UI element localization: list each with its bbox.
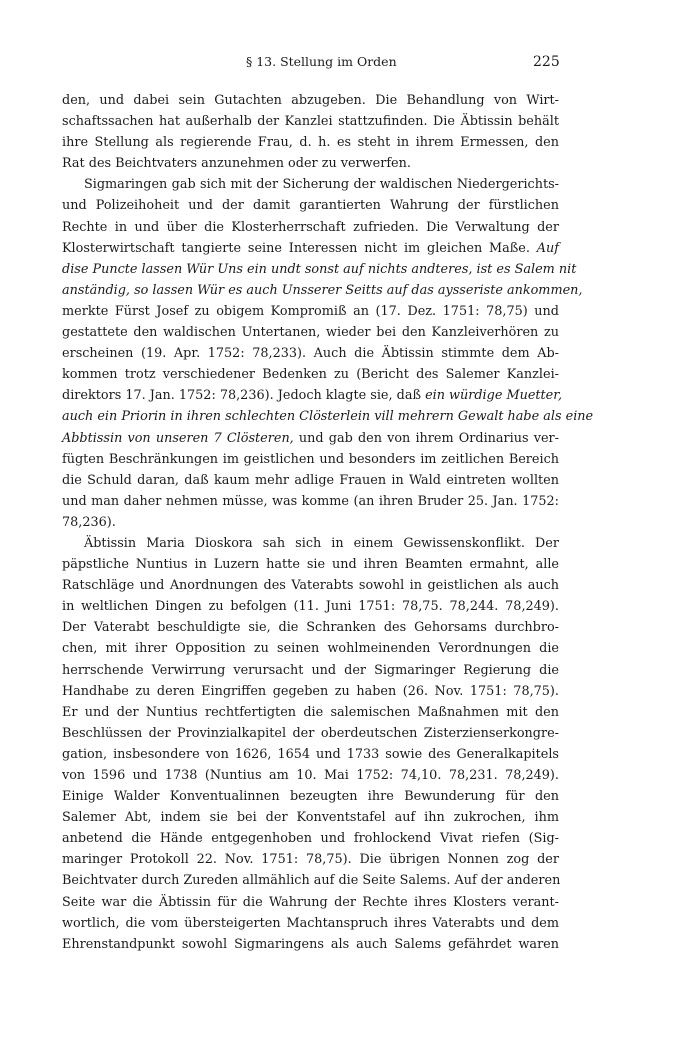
text-line: Ratschläge und Anordnungen des Vaterabts sowohl in geistlichen als auch [62,578,559,594]
text-segment: und gab den von ihrem Ordinarius ver- [293,430,559,446]
text-line: Einige Walder Konventualinnen bezeugten ihre Bewunderung für den [62,789,559,805]
text-line: Handhabe zu deren Eingriffen gegeben zu haben (26. Nov. 1751: 78,75). [62,683,559,699]
text-line: maringer Protokoll 22. Nov. 1751: 78,75). Die übrigen Nonnen zog der [62,852,559,868]
text-line: ihre Stellung als regierende Frau, d. h. es steht in ihrem Ermessen, den [62,135,559,151]
text-line [62,238,559,259]
italic-quote: Abbtissin von unseren 7 Clösteren, [62,430,294,446]
body-text [62,90,594,955]
text-line: Beichtvater durch Zureden allmählich auf die Seite Salems. Auf der anderen [62,873,561,889]
text-line: Ehrenstandpunkt sowohl Sigmaringens als auch Salems gefährdet waren [62,936,559,952]
text-segment: direktors 17. Jan. 1752: 78,236). Jedoch klagte sie, daß [62,388,426,404]
text-line: gation, insbesondere von 1626, 1654 und 1733 sowie des Generalkapitels [62,746,559,762]
italic-quote: anständig, so lassen Wür es auch Unsserer Seitts auf das aysseriste ankommen, [62,282,583,298]
text-line: Äbtissin Maria Dioskora sah sich in einem Gewissenskonflikt. Der [84,535,559,551]
text-line: Seite war die Äbtissin für die Wahrung der Rechte ihres Klosters verant- [62,894,559,910]
italic-quote: auch ein Priorin in ihren schlechten Clösterlein vill mehrern Gewalt habe als eine [62,409,594,425]
text-line: Beschlüssen der Provinzialkapitel der oberdeutschen Zisterzienserkongre- [62,725,559,741]
text-line: Rat des Beichtvaters anzunehmen oder zu verwerfen. [62,156,411,172]
text-line: chen, mit ihrer Opposition zu seinen wohlmeinenden Verordnungen die [62,641,559,657]
text-line: kommen trotz verschiedener Bedenken zu (Bericht des Salemer Kanzlei- [62,367,559,383]
text-line: den, und dabei sein Gutachten abzugeben. Die Behandlung von Wirt- [62,93,559,108]
text-line: merkte Fürst Josef zu obigem Kompromiß an (17. Dez. 1751: 78,75) und [62,303,559,319]
text-line: Sigmaringen gab sich mit der Sicherung der waldischen Niedergerichts- [84,177,559,193]
text-segment: Klosterwirtschaft tangierte seine Interessen nicht im gleichen Maße. [62,240,537,256]
text-line: fügten Beschränkungen im geistlichen und besonders im zeitlichen Bereich [62,451,559,467]
text-line: von 1596 und 1738 (Nuntius am 10. Mai 1752: 74,10. 78,231. 78,249). [62,768,559,783]
text-line: in weltlichen Dingen zu befolgen (11. Juni 1751: 78,75. 78,244. 78,249). [62,599,559,615]
text-line: erscheinen (19. Apr. 1752: 78,233). Auch die Äbtissin stimmte dem Ab- [62,346,559,362]
text-line: 78,236). [62,514,116,530]
text-line: anbetend die Hände entgegenhoben und frohlockend Vivat riefen (Sig- [62,831,559,847]
running-head: § 13. Stellung im Orden [246,54,397,69]
text-line: herrschende Verwirrung verursacht und der Sigmaringer Regierung die [62,662,559,678]
text-line: die Schuld daran, daß kaum mehr adlige Frauen in Wald eintreten wollten [62,472,559,488]
text-line: Er und der Nuntius rechtfertigten die salemischen Maßnahmen mit den [62,704,559,720]
italic-quote: ein würdige Muetter, [425,388,563,404]
text-line [62,385,563,406]
italic-quote: Auf [536,240,559,256]
text-line: päpstliche Nuntius in Luzern hatte sie und ihren Beamten ermahnt, alle [62,557,559,573]
text-line: schaftssachen hat außerhalb der Kanzlei stattzufinden. Die Äbtissin behält [62,114,559,130]
text-line: Der Vaterabt beschuldigte sie, die Schranken des Gehorsams durchbro- [62,620,559,636]
text-line: Salemer Abt, indem sie bei der Konventstafel auf ihn zukrochen, ihm [62,810,559,826]
italic-quote: dise Puncte lassen Wür Uns ein undt sonst auf nichts andteres, ist es Salem nit [62,261,577,277]
text-line [62,428,559,449]
page-number: 225 [533,54,560,70]
text-line: Rechte in und über die Klosterherrschaft zufrieden. Die Verwaltung der [62,219,559,235]
page-header [0,50,700,74]
text-line: gestattete den waldischen Untertanen, wieder bei den Kanzleiverhören zu [62,325,559,341]
text-line: wortlich, die vom übersteigerten Machtanspruch ihres Vaterabts und dem [62,915,559,931]
text-line: und Polizeihoheit und der damit garantierten Wahrung der fürstlichen [62,198,559,214]
text-line: und man daher nehmen müsse, was komme (an ihren Bruder 25. Jan. 1752: [62,493,559,509]
